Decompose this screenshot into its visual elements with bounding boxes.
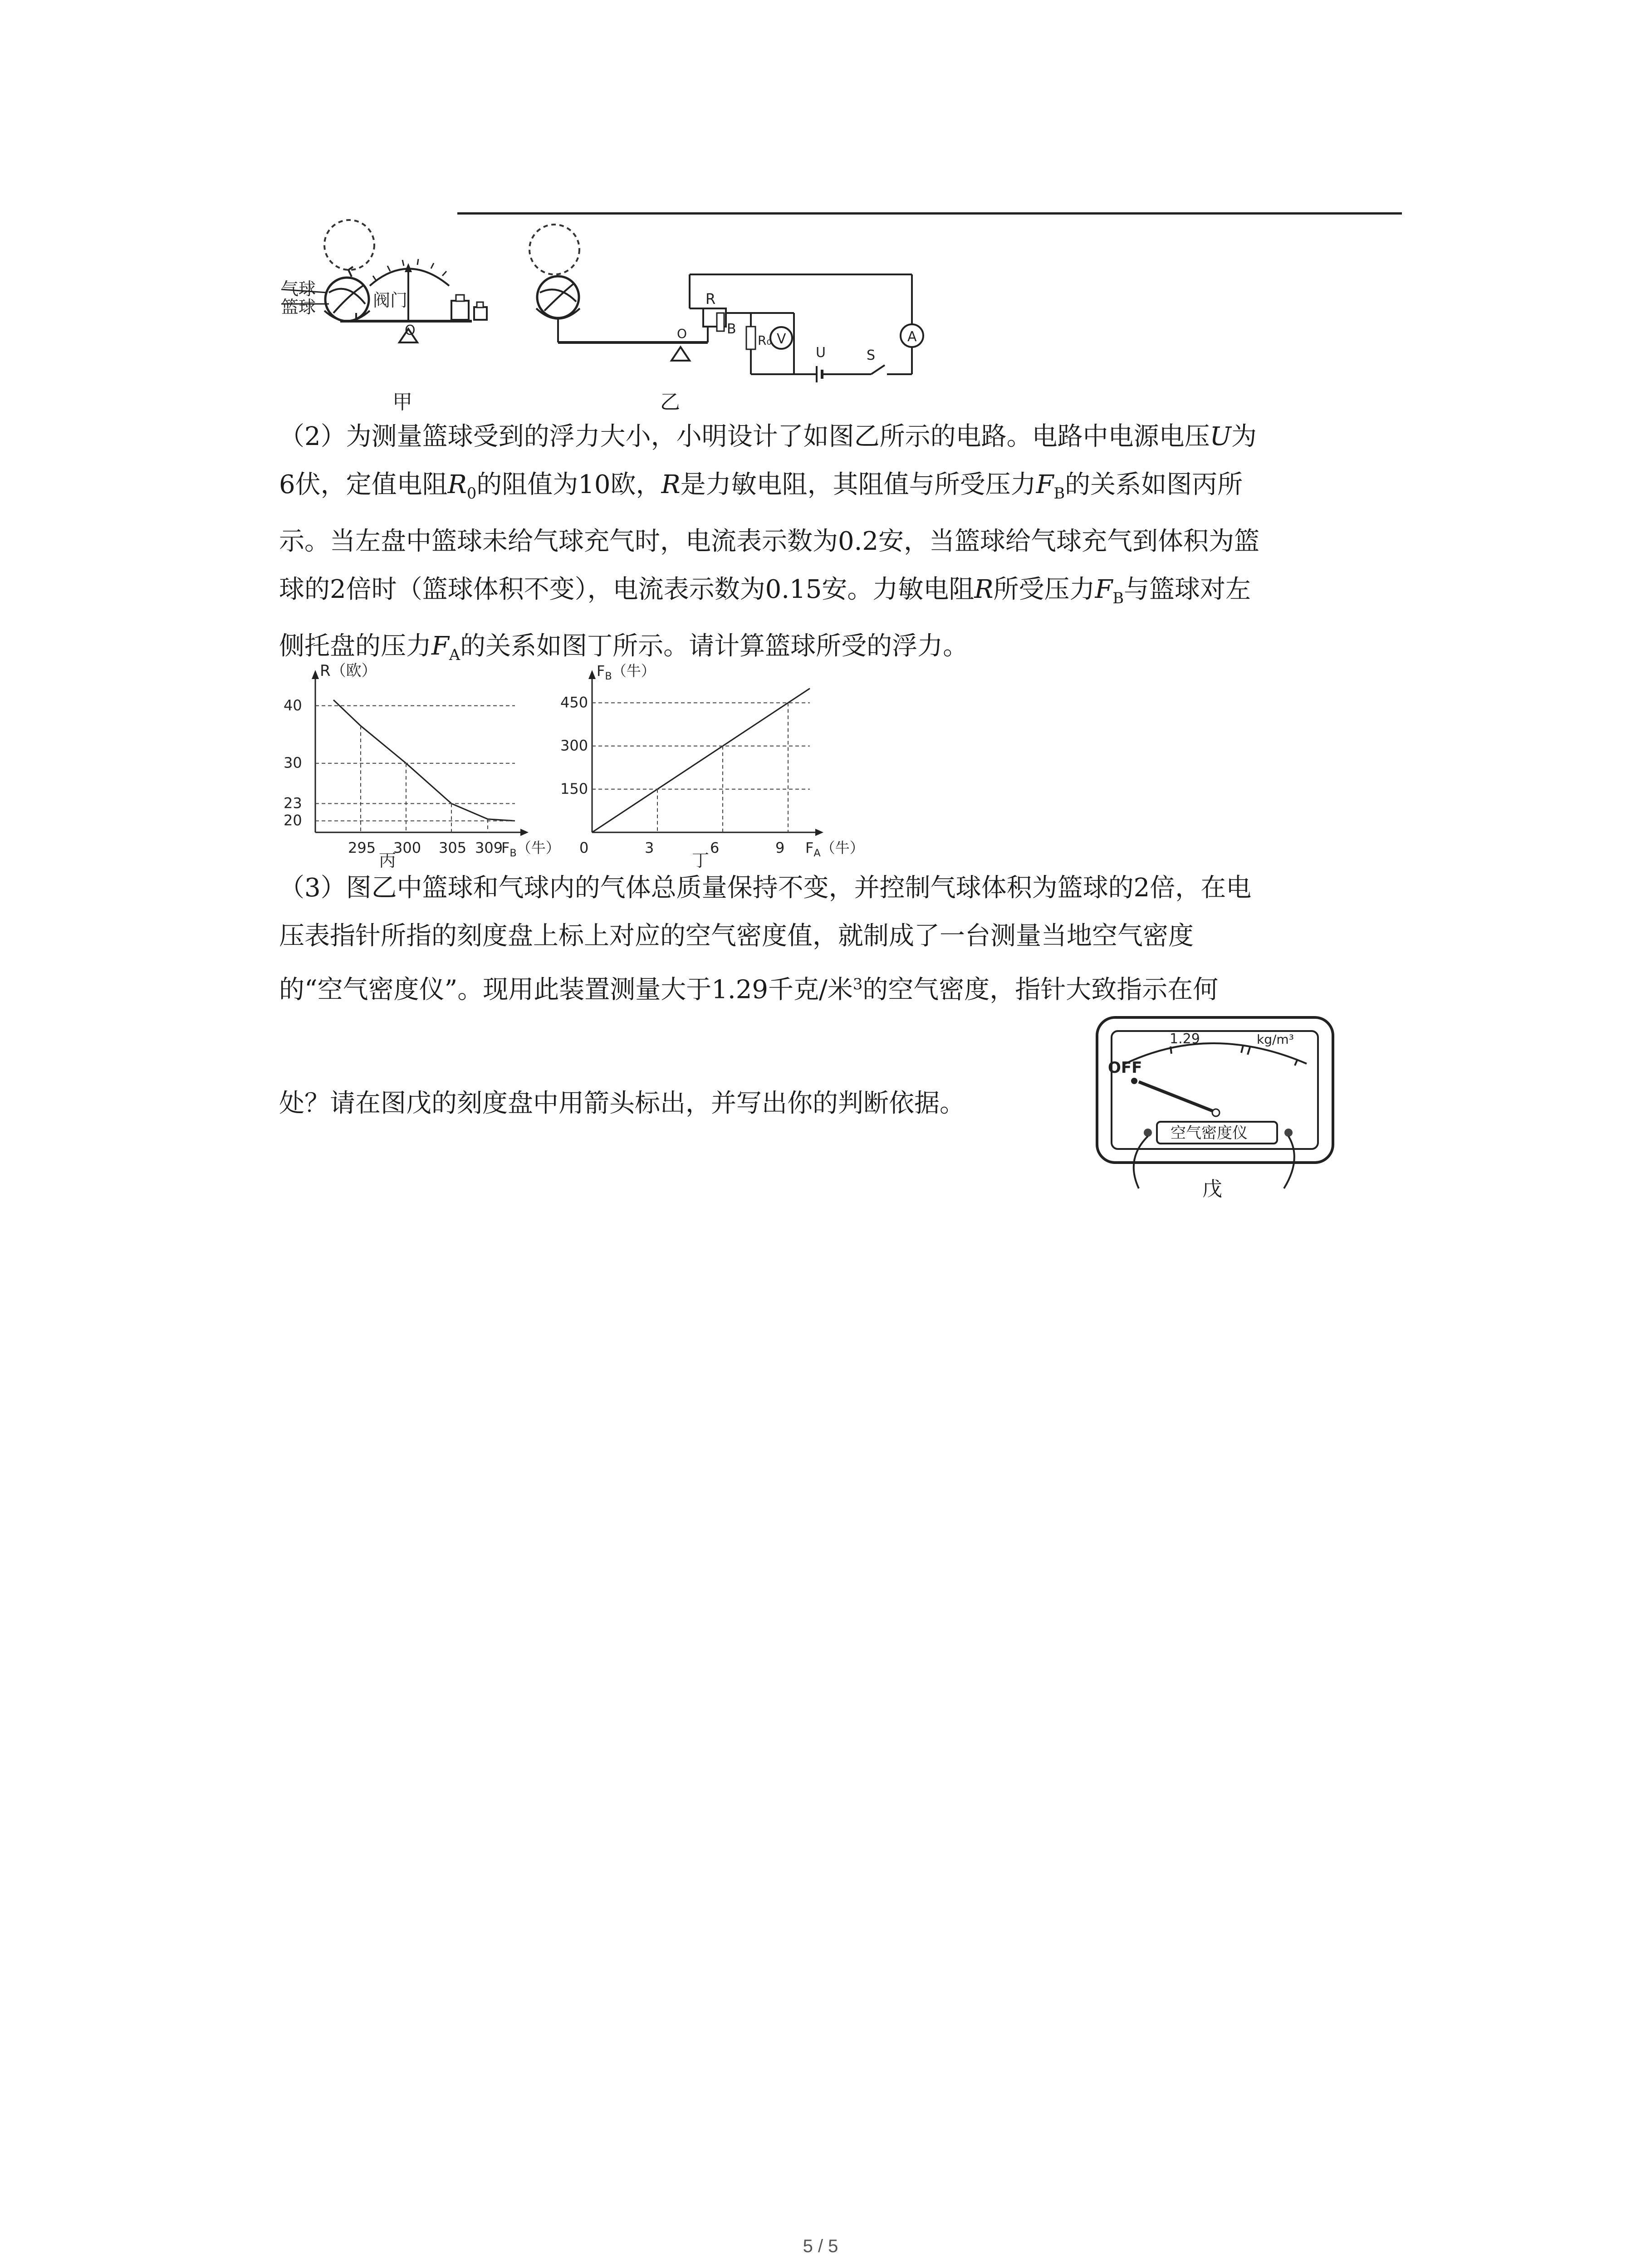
x-axis-label: $F_B$（牛） [501,839,560,859]
chart-caption: 丙 [379,850,397,870]
figure-jia-drawing [272,218,508,367]
question-3-text [279,864,1431,1014]
question-2-text [279,413,1431,679]
y-tick-label: 150 [560,780,588,797]
label-R: R [705,290,716,308]
label-V: V [777,331,786,347]
terminal-left [1144,1129,1152,1137]
x-axis-arrow [815,829,823,836]
y-tick-label: 23 [284,794,302,812]
question-3-line: 的“空气密度仪”。现用此装置测量大于1.29千克/米$^3$的空气密度，指针大致指示在何 [279,975,1219,1005]
label-U: U [816,345,826,361]
unit-label: kg/m³ [1257,1032,1294,1047]
x-tick-label: 309 [475,839,503,856]
weight-large [451,301,469,320]
x-tick-label: 300 [393,839,421,856]
basketball-label: 篮球 [281,297,316,317]
y-tick-label: 40 [284,696,302,714]
resistor-R0 [746,327,755,349]
off-label: OFF [1108,1059,1142,1077]
y-axis-label: R（欧） [320,662,377,680]
chart-ding [544,662,871,870]
figure-jia-caption: 甲 [392,391,412,414]
chart-bing [272,662,560,870]
chart-bing-svg [272,662,560,870]
pivot-label: O [405,323,416,338]
x-tick-label: 0 [579,839,589,856]
figure-jia [272,218,508,367]
label-R0: R₀ [758,333,772,348]
device-name-label: 空气密度仪 [1171,1124,1248,1142]
x-axis-arrow [520,829,529,836]
question-3-line: （3）图乙中篮球和气球内的气体总质量保持不变，并控制气球体积为篮球的2倍，在电 [279,873,1252,903]
balloon-label: 气球 [281,279,316,299]
figure-yi [522,215,930,388]
y-tick-label: 300 [560,737,588,754]
question-2-line: 6伏，定值电阻$R_0$的阻值为10欧，R是力敏电阻，其阻值与所受压力$F_B$的关系如图丙所 [279,470,1243,503]
header-rule [457,212,1402,215]
chart-caption: 丁 [692,850,710,870]
y-axis-arrow [588,670,596,679]
x-tick-label: 9 [775,839,785,856]
switch-S [871,365,885,374]
x-tick-label: 305 [439,839,467,856]
figure-yi-drawing [522,215,930,388]
y-axis-arrow [312,670,319,679]
chart-ding-svg [544,662,871,870]
y-tick-label: 450 [560,694,588,711]
figure-yi-caption: 乙 [660,391,680,414]
y-axis-label: $F_B$（牛） [597,662,656,682]
label-S: S [867,347,876,363]
question-2-line: （2）为测量篮球受到的浮力大小，小明设计了如图乙所示的电路。电路中电源电压U为 [279,422,1257,451]
x-tick-label: 3 [645,839,654,856]
pivot-label: O [677,326,687,341]
scale-value-label: 1.29 [1170,1031,1200,1047]
x-tick-label: 6 [710,839,720,856]
question-2-line: 示。当左盘中篮球未给气球充气时，电流表示数为0.2安，当篮球给气球充气到体积为篮 [279,527,1260,557]
question-3-line: 压表指针所指的刻度盘上标上对应的空气密度值，就制成了一台测量当地空气密度 [279,921,1194,951]
question-2-line: 侧托盘的压力$F_A$的关系如图丁所示。请计算篮球所受的浮力。 [279,631,969,664]
series-line [592,689,810,832]
x-axis-label: $F_A$（牛） [805,839,864,859]
label-B: B [727,321,736,337]
x-tick-label: 295 [348,839,376,856]
terminal-right [1284,1129,1293,1137]
label-A: A [907,329,917,345]
y-tick-label: 20 [284,811,302,829]
weight-small [474,307,487,320]
valve-label: 阀门 [373,290,408,310]
question-2-line: 球的2倍时（篮球体积不变），电流表示数为0.15安。力敏电阻R所受压力$F_B$与篮球对左 [279,575,1251,607]
question-3-last-line: 处？请在图戊的刻度盘中用箭头标出，并写出你的判断依据。 [279,1089,965,1118]
y-tick-label: 30 [284,754,302,772]
figure-wu-caption: 戊 [1202,1178,1222,1201]
off-dot [1131,1078,1137,1084]
balloon-dashed-outline [324,220,374,270]
page-number: 5 / 5 [803,2236,838,2256]
